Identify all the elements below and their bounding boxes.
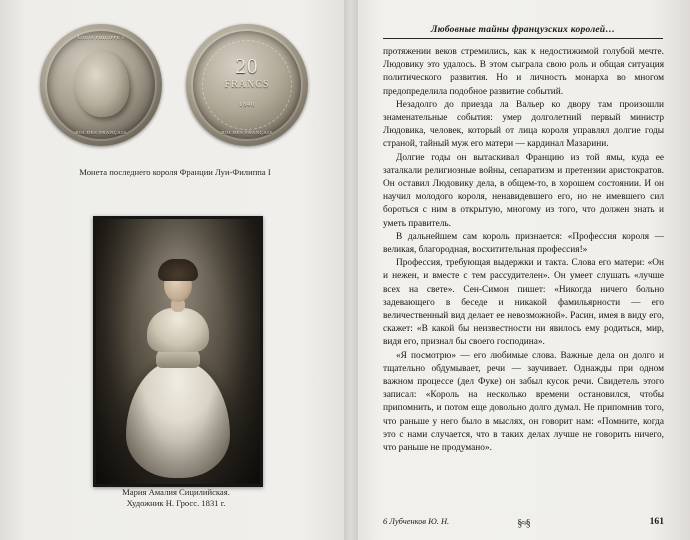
coin-obverse-legend-bottom: ROI DES FRANÇAIS [75,130,127,135]
portrait-image [96,219,260,484]
page-footer [383,516,664,532]
coin-caption: Монета последнего короля Франции Луи-Филиппа I [79,167,271,177]
coin-reverse-legend-bottom: ROI DES FRANÇAIS [221,130,273,135]
portrait-frame [93,216,263,487]
footer-ornament-icon: §≈§ [517,518,530,529]
body-paragraph: Незадолго до приезда ла Вальер ко двору там произошли знаменательные события: умер долголетний первый министр Людовика, человек, который от лица короля управлял долгие годы страной, тайный муж его матери — кардинал Мазарини. [383,99,664,150]
footer-author: 6 Лубченков Ю. Н. [383,517,450,526]
body-paragraph: Профессия, требующая выдержки и такта. Слова его матери: «Он и нежен, и вместе с тем рассудителен». Он умеет слушать «лучше всех на свете». Сен-Симон пишет: «Никогда ничего больно задевающего в беседе и никакой фамильярности — его величественный вид делает ее невозможной». Расин, имея в виду его, скажет: «В какой бы неизвестности ни явилось ему родиться, мир, видя его, признал бы своего господина». [383,258,664,348]
body-paragraph: протяжении веков стремились, как к недостижимой голубой мечте. Людовику это удалось. В этом сыграла свою роль и общая ситуация политического развития. Но и личность монарха во многом предопределила подобное развитие событий. [383,47,664,97]
body-paragraph: В дальнейшем сам король признается: «Профессия короля — великая, благородная, восхитительная профессия!» [383,231,664,256]
coin-value-number: 20 [235,54,259,78]
coin-denomination-block [186,56,308,108]
header-rule [383,38,663,39]
page-number: 161 [649,516,664,527]
coin-obverse-legend-top: LOUIS PHILIPPE I [77,35,125,40]
running-head: Любовные тайны французских королей… [430,24,616,35]
portrait-vignette [96,219,260,484]
body-paragraph: Долгие годы он вытаскивал Францию из той ямы, куда ее заталкали религиозные войны, сепаратизм и претензии аристократов. Он оставил Людовику дела, в общем-то, в хорошем состоянии. И он научил молодого короля, ненавидевшего его, но не имевшего сил бороться с ним в открытую, многому из того, что должен знать и уметь правитель. [383,152,664,229]
coin-value-currency: FRANCS [224,79,270,90]
body-paragraph: «Я посмотрю» — его любимые слова. Важные дела он долго и тщательно обдумывает, речи — заучивает. Однажды при одном важном процессе (дел Фуке) он забыл кусок речи. Свидетель этого записал: «Король на несколько времени остановился, чтобы припомнить, и потом еще довольно долго думал. Не припомнив того, что раньше у него было в мыслях, он говорит нам: «Помните, когда это с нами случается, что в таких делах лучше не говорить ничего, что раньше не продумано». [383,350,664,454]
body-text-column [383,46,664,514]
portrait-caption-line-2: Художник Н. Гросс. 1831 г. [126,498,226,508]
coin-year: 1840 [239,102,255,108]
portrait-caption-line-1: Мария Амалия Сицилийская. [122,487,230,497]
portrait-caption [60,487,292,509]
book-gutter [344,0,358,540]
coin-obverse-image [40,24,162,146]
coin-reverse-image [186,24,308,146]
coin-figure [30,16,320,156]
